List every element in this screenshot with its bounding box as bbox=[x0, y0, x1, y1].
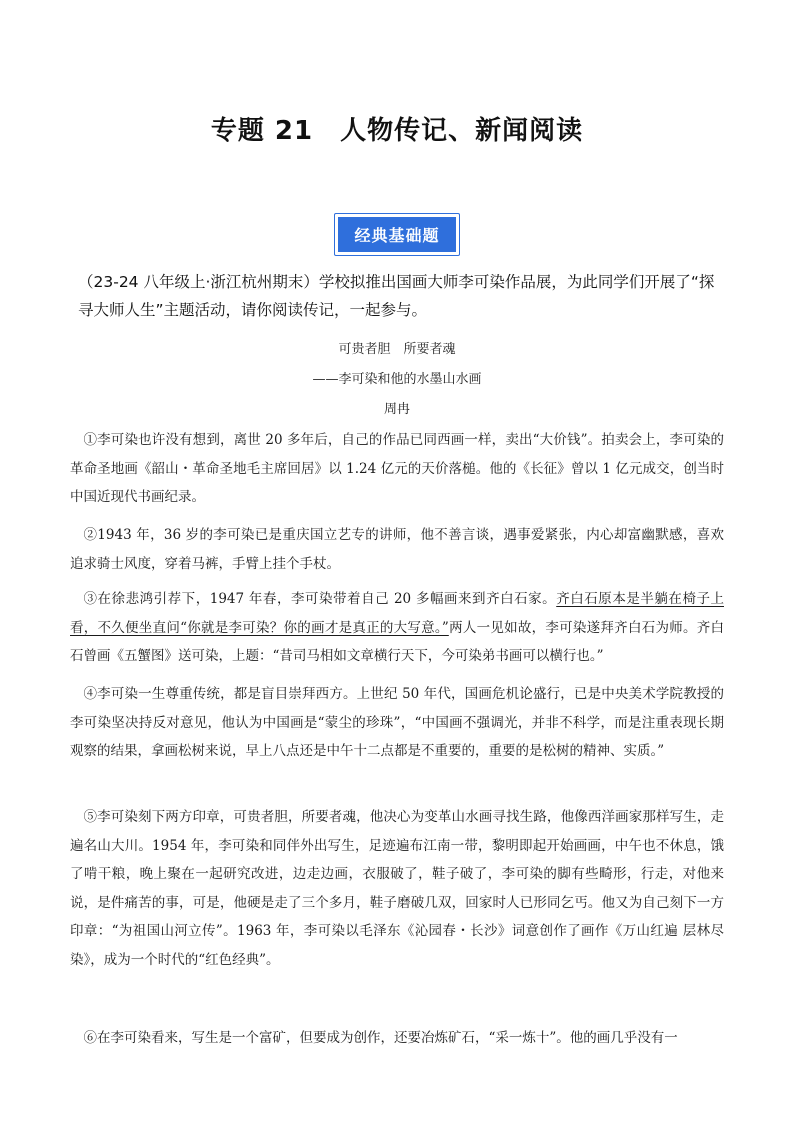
paragraph-2: ②1943 年，36 岁的李可染已是重庆国立艺专的讲师，他不善言谈，遇事爱紧张，内心却富幽默感，喜欢追求骑士风度，穿着马裤，手臂上挂个手杖。 bbox=[70, 527, 724, 572]
section-badge-label: 经典基础题 bbox=[338, 217, 455, 252]
paragraph-5: ⑤李可染刻下两方印章，可贵者胆，所要者魂，他决心为变革山水画寻找生路，他像西洋画家那样写生，走遍名山大川。1954 年，李可染和同伴外出写生，足迹遍布江南一带，黎明即起开始画画，中午也不休息，饿了啃干粮，晚上聚在一起研究改进，边走边画，衣服破了，鞋子破了，李可染的脚有些畸形，行走，对他来说，是件痛苦的事，可是，他硬是走了三个多月，鞋子磨破几双，回家时人已形同乞丐。他又为自己刻下一方印章：“为祖国山河立传”。1963 年，李可染以毛泽东《沁园春・长沙》词意创作了画作《万山红遍 层林尽染》，成为一个时代的“红色经典”。 bbox=[70, 809, 724, 968]
article-title: 可贵者胆 所要者魂 bbox=[338, 342, 456, 357]
paragraph-4: ④李可染一生尊重传统，都是盲目崇拜西方。上世纪 50 年代，国画危机论盛行，已是中央美术学院教授的李可染坚决持反对意见，他认为中国画是“蒙尘的珍珠”，“中国画不强调光，并非不科学，而是注重表现长期观察的结果，拿画松树来说，早上八点还是中午十二点都是不重要的，重要的是松树的精神、实质。” bbox=[70, 686, 724, 759]
section-badge-wrap bbox=[0, 213, 794, 256]
page-title: 专题 21 人物传记、新闻阅读 bbox=[210, 116, 584, 146]
paragraph-3 bbox=[70, 585, 724, 671]
article-subtitle: ——李可染和他的水墨山水画 bbox=[312, 372, 482, 387]
article-author: 周冉 bbox=[383, 402, 410, 417]
paragraph-3-underlined: 齐白石原本是半躺在椅子上看，不久便坐直问“你就是李可染？你的画才是真正的大写意。” bbox=[70, 591, 724, 636]
section-badge bbox=[334, 213, 459, 256]
paragraph-3-text-b: 两人一见如故，李可染遂拜齐白石为师。齐白石曾画《五蟹图》送可染，上题：“昔司马相如文章横行天下，今可染弟书画可以横行也。” bbox=[70, 619, 724, 664]
paragraph-3-text-a: ③在徐悲鸿引荐下，1947 年春，李可染带着自己 20 多幅画来到齐白石家。 bbox=[83, 591, 557, 607]
paragraph-6: ⑥在李可染看来，写生是一个富矿，但要成为创作，还要冶炼矿石，“采一炼十”。他的画几乎没有一 bbox=[83, 1030, 678, 1046]
paragraph-1: ①李可染也许没有想到，离世 20 多年后，自己的作品已同西画一样，卖出“大价钱”。拍卖会上，李可染的革命圣地画《韶山・革命圣地毛主席回居》以 1.24 亿元的天价落槌。他的《长征》曾以 1 亿元成交，创当时中国近现代书画纪录。 bbox=[70, 432, 724, 505]
question-intro: （23-24 八年级上·浙江杭州期末）学校拟推出国画大师李可染作品展，为此同学们开展了“探寻大师人生”主题活动，请你阅读传记，一起参与。 bbox=[78, 273, 715, 319]
